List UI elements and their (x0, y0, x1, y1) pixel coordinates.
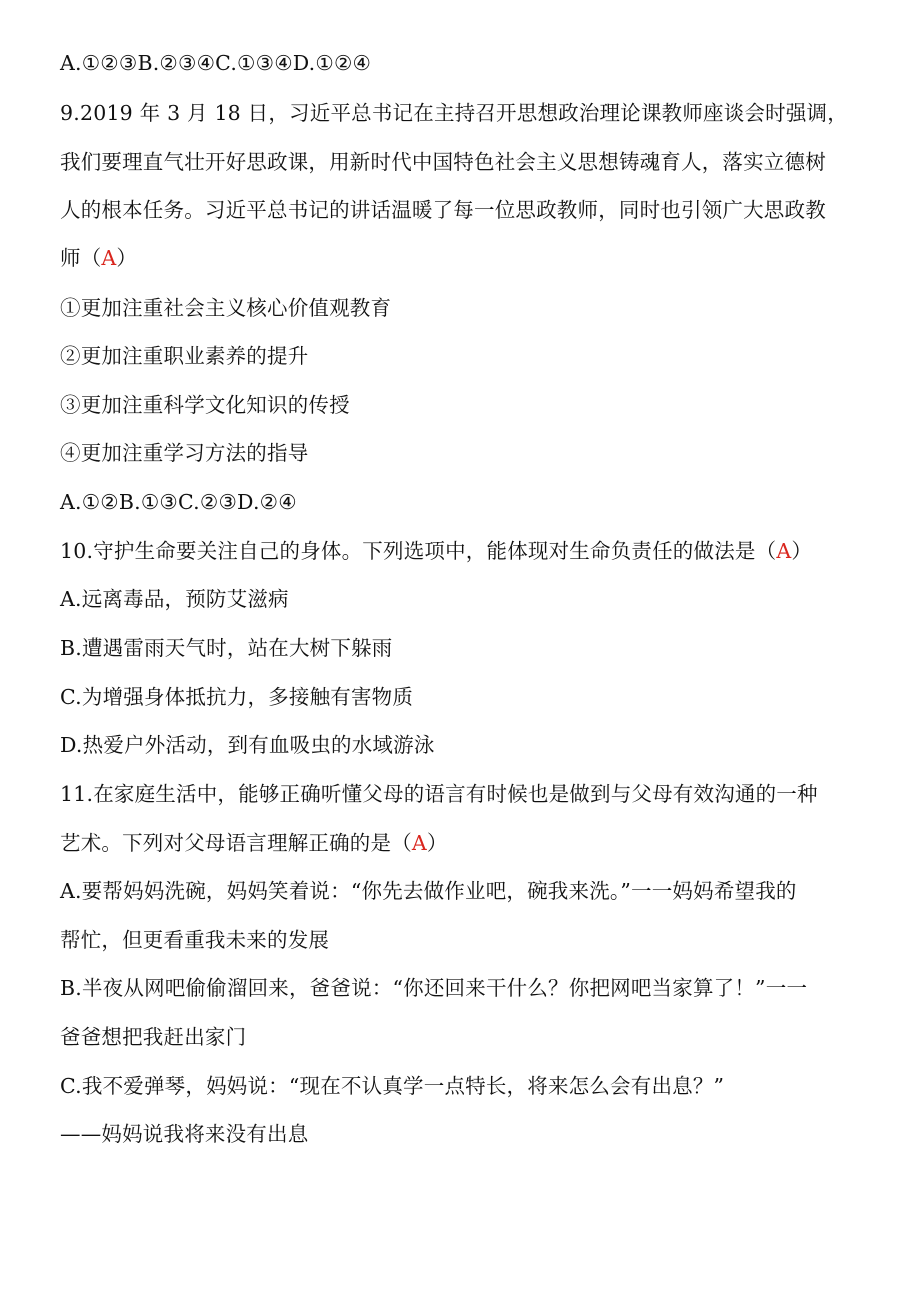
q10-option-a: A.远离毒品，预防艾滋病 (60, 587, 289, 611)
q9-answer: A (101, 246, 117, 270)
q10-stem (60, 537, 812, 565)
q9-stem-line-1: 9.2019 年 3 月 18 日，习近平总书记在主持召开思想政治理论课教师座谈会时强调， (60, 101, 848, 125)
q9-stem-line-2: 我们要理直气壮开好思政课，用新时代中国特色社会主义思想铸魂育人，落实立德树 (60, 150, 826, 174)
q9-stem-line-4 (60, 244, 137, 272)
q9-stem-prefix: 师（ (60, 246, 102, 270)
q11-stem-line-1: 11.在家庭生活中，能够正确听懂父母的语言有时候也是做到与父母有效沟通的一种 (60, 782, 818, 806)
q11-option-line-4: 爸爸想把我赶出家门 (60, 1025, 247, 1049)
q10-stem-suffix: ） (791, 539, 813, 563)
q9-stem-suffix: ） (116, 246, 138, 270)
q11-answer: A (411, 831, 427, 855)
q8-options: A.①②③B.②③④C.①③④D.①②④ (60, 51, 372, 75)
q9-item-1: ①更加注重社会主义核心价值观教育 (60, 296, 392, 320)
q9-options: A.①②B.①③C.②③D.②④ (60, 490, 297, 514)
q9-item-2: ②更加注重职业素养的提升 (60, 344, 309, 368)
q11-option-line-3: B.半夜从网吧偷偷溜回来，爸爸说：“你还回来干什么？你把网吧当家算了！”一一 (60, 976, 808, 1000)
q9-item-3: ③更加注重科学文化知识的传授 (60, 393, 350, 417)
q11-option-line-5: C.我不爱弹琴，妈妈说：“现在不认真学一点特长，将来怎么会有出息？” (60, 1074, 725, 1098)
q11-stem-prefix: 艺术。下列对父母语言理解正确的是（ (60, 831, 412, 855)
q11-option-line-6: ——妈妈说我将来没有出息 (60, 1122, 309, 1146)
q11-stem-suffix: ） (426, 831, 448, 855)
q10-stem-prefix: 10.守护生命要关注自己的身体。下列选项中，能体现对生命负责任的做法是（ (60, 539, 777, 563)
q10-option-b: B.遭遇雷雨天气时，站在大树下躲雨 (60, 636, 393, 660)
q10-option-d: D.热爱户外活动，到有血吸虫的水域游泳 (60, 733, 435, 757)
q11-option-line-2: 帮忙，但更看重我未来的发展 (60, 928, 330, 952)
q10-option-c: C.为增强身体抵抗力，多接触有害物质 (60, 685, 414, 709)
q11-option-line-1: A.要帮妈妈洗碗，妈妈笑着说：“你先去做作业吧，碗我来洗。”一一妈妈希望我的 (60, 879, 797, 903)
q9-item-4: ④更加注重学习方法的指导 (60, 441, 309, 465)
q10-answer: A (776, 539, 792, 563)
q11-stem-line-2 (60, 829, 448, 857)
q9-stem-line-3: 人的根本任务。习近平总书记的讲话温暖了每一位思政教师，同时也引领广大思政教 (60, 198, 826, 222)
